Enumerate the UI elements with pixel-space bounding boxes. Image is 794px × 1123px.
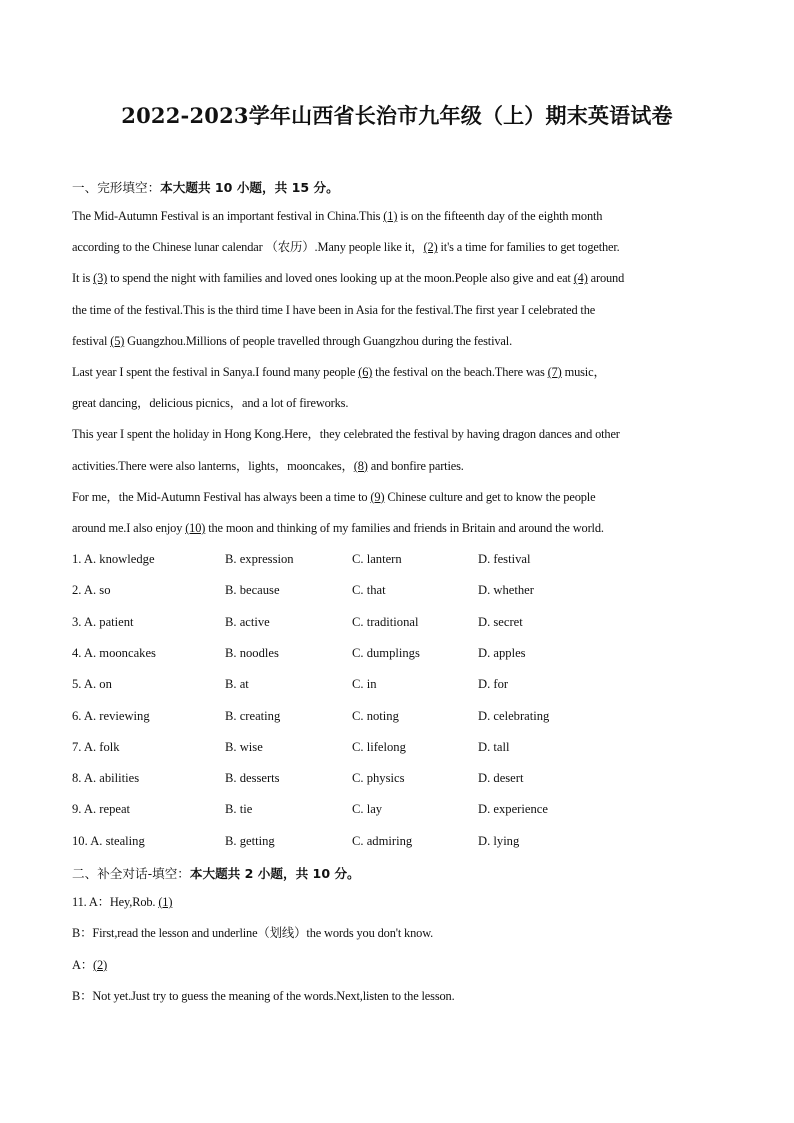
answer-blank[interactable]: (6) [358,365,373,379]
text-segment: The Mid-Autumn Festival is an important festival in China.This [72,209,384,223]
option-C[interactable]: C. dumplings [352,645,420,660]
text-segment: according to the Chinese lunar calendar （农历）.Many people like it， [72,240,424,255]
option-B[interactable]: B. because [225,583,280,598]
option-A[interactable]: 2. A. so [72,583,111,598]
option-C[interactable]: C. noting [352,708,399,723]
answer-blank[interactable]: (9) [370,489,385,504]
dialogue-line [72,925,732,941]
answer-blank[interactable]: (2) [93,957,108,972]
passage-line [72,426,732,442]
option-B[interactable]: B. wise [225,739,263,754]
passage-line [72,239,732,255]
text-segment: around me.I also enjoy [72,521,186,535]
section-1-description: 本大题共 10 小题，共 15 分。 [160,180,339,195]
option-B[interactable]: B. expression [225,552,294,566]
option-C[interactable]: C. in [352,677,377,692]
option-A[interactable]: 7. A. folk [72,739,120,754]
text-segment: B：First,read the lesson and underline（划线）the words you don't know. [72,926,434,941]
passage-line [72,333,732,349]
option-A[interactable]: 8. A. abilities [72,771,140,786]
option-C[interactable]: C. traditional [352,614,419,629]
option-B[interactable]: B. noodles [225,645,279,660]
exam-title: 2022-2023学年山西省长治市九年级（上）期末英语试卷 [121,103,673,128]
text-segment: the time of the festival.This is the third time I have been in Asia for the festival.The first year I celebrated the [72,302,596,317]
dialogue-line [72,957,732,973]
option-A[interactable]: 1. A. knowledge [72,552,155,566]
text-segment: 11. A：Hey,Rob. [72,895,159,909]
text-segment: music， [561,365,606,379]
option-D[interactable]: D. festival [478,552,531,566]
text-segment: festival [72,333,111,348]
option-B[interactable]: B. creating [225,708,281,723]
option-A[interactable]: 3. A. patient [72,614,134,629]
answer-blank[interactable]: (5) [110,333,125,348]
answer-blank[interactable]: (10) [185,521,206,535]
option-B[interactable]: B. desserts [225,771,280,786]
section-2-heading [72,863,360,882]
dialogue-line [72,894,732,910]
passage-line [72,395,732,411]
answer-blank[interactable]: (3) [93,271,108,286]
passage-line [72,270,732,286]
dialogue-line [72,988,732,1004]
text-segment: Guangzhou.Millions of people travelled through Guangzhou during the festival. [124,333,513,348]
option-C[interactable]: C. physics [352,771,405,786]
option-A[interactable]: 9. A. repeat [72,802,131,817]
text-segment: is on the fifteenth day of the eighth month [397,209,603,223]
option-A[interactable]: 10. A. stealing [72,833,145,848]
option-D[interactable]: D. for [478,677,509,692]
section-2-label: 二、补全对话-填空： [72,866,190,881]
answer-blank[interactable]: (1) [158,895,173,909]
option-C[interactable]: C. lantern [352,552,402,566]
answer-blank[interactable]: (2) [423,240,438,255]
text-segment: Last year I spent the festival in Sanya.I found many people [72,365,359,379]
option-C[interactable]: C. admiring [352,833,413,848]
option-D[interactable]: D. lying [478,833,520,848]
answer-blank[interactable]: (7) [547,365,562,379]
answer-blank[interactable]: (8) [353,458,368,473]
text-segment: the moon and thinking of my families and friends in Britain and around the world. [205,521,604,535]
text-segment: A： [72,957,94,972]
text-segment: great dancing，delicious picnics，and a lot of fireworks. [72,396,349,411]
answer-blank[interactable]: (1) [383,209,398,223]
option-A[interactable]: 6. A. reviewing [72,708,150,723]
passage-line [72,364,732,380]
passage-line [72,520,732,536]
option-D[interactable]: D. tall [478,739,510,754]
text-segment: the festival on the beach.There was [372,365,548,379]
text-segment: It is [72,271,94,286]
option-C[interactable]: C. that [352,583,386,598]
option-D[interactable]: D. whether [478,583,534,598]
option-A[interactable]: 4. A. mooncakes [72,645,156,660]
text-segment: B：Not yet.Just try to guess the meaning of the words.Next,listen to the lesson. [72,988,455,1003]
text-segment: activities.There were also lanterns，lights，mooncakes， [72,458,354,473]
option-D[interactable]: D. secret [478,614,523,629]
section-2-description: 本大题共 2 小题，共 10 分。 [189,866,360,881]
text-segment: This year I spent the holiday in Hong Kong.Here，they celebrated the festival by having dragon dances and other [72,427,620,442]
passage-line [72,208,732,224]
option-A[interactable]: 5. A. on [72,677,112,692]
text-segment: around [587,271,625,286]
option-D[interactable]: D. desert [478,771,524,786]
text-segment: to spend the night with families and loved ones looking up at the moon.People also give and eat [107,271,574,286]
text-segment: and bonfire parties. [367,458,464,473]
section-1-heading [72,177,339,196]
passage-line [72,458,732,474]
section-1-label: 一、完形填空： [72,180,161,195]
option-B[interactable]: B. tie [225,802,253,817]
text-segment: Chinese culture and get to know the people [384,489,596,504]
passage-line [72,489,732,505]
text-segment: it's a time for families to get together. [437,240,620,255]
option-D[interactable]: D. experience [478,802,548,817]
option-B[interactable]: B. active [225,614,270,629]
answer-blank[interactable]: (4) [573,271,588,286]
option-D[interactable]: D. celebrating [478,708,550,723]
text-segment: For me，the Mid-Autumn Festival has always been a time to [72,489,371,504]
option-C[interactable]: C. lay [352,802,383,817]
option-C[interactable]: C. lifelong [352,739,406,754]
option-B[interactable]: B. at [225,677,249,692]
passage-line [72,302,732,318]
option-D[interactable]: D. apples [478,645,526,660]
option-B[interactable]: B. getting [225,833,275,848]
